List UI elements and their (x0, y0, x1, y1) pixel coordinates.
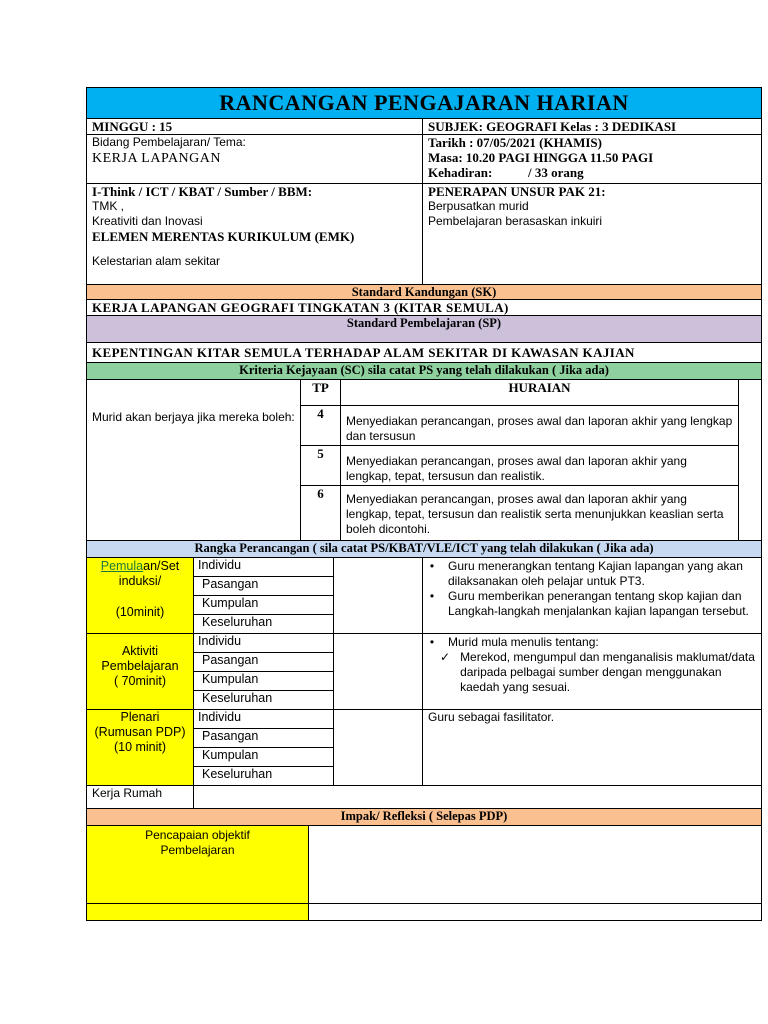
emk-value: Kelestarian alam sekitar (92, 254, 221, 268)
sc-header: Kriteria Kejayaan (SC) sila catat PS yang telah dilakukan ( Jika ada) (87, 363, 762, 380)
minggu-cell: MINGGU : 15 (87, 119, 423, 135)
check-text: Merekod, mengumpul dan menganalisis maklumat/data daripada pelbagai sumber dengan menggunakan kaedah yang sesuai. (460, 650, 755, 694)
method-individu: Individu (194, 710, 334, 729)
permulaan-label-rest: an/Set induksi/ (118, 559, 180, 588)
pak21-cell (423, 184, 762, 285)
lesson-plan-document (86, 87, 761, 921)
bullet-text: Murid mula menulis tentang: (448, 635, 599, 649)
pak21-label: PENERAPAN UNSUR PAK 21: (428, 184, 606, 199)
plenari-time: (10 minit) (113, 740, 167, 754)
method-pasangan: Pasangan (194, 729, 334, 748)
permulaan-label (87, 558, 194, 634)
kerja-rumah-value (194, 786, 762, 809)
bidang-label: Bidang Pembelajaran/ Tema: (92, 135, 246, 149)
list-item (428, 559, 756, 589)
aktiviti-label-cell (87, 634, 194, 710)
sc-tp: 5 (301, 446, 341, 486)
method-keseluruhan: Keseluruhan (194, 691, 334, 710)
plenari-content: Guru sebagai fasilitator. (423, 710, 762, 786)
bidang-cell (87, 135, 423, 184)
aktiviti-time: ( 70minit) (113, 674, 167, 688)
permulaan-link[interactable]: Pemula (100, 559, 144, 573)
sc-col-huraian: HURAIAN (341, 380, 739, 405)
kehadiran: Kehadiran: / 33 orang (428, 165, 584, 180)
plenari-methods (194, 710, 423, 786)
sc-intro: Murid akan berjaya jika mereka boleh: (92, 410, 295, 424)
method-kumpulan: Kumpulan (194, 596, 334, 615)
sc-table (300, 380, 739, 540)
ithink-cell (87, 184, 423, 285)
sc-col-tp: TP (301, 380, 341, 405)
sc-tp: 4 (301, 405, 341, 445)
bullet-icon: • (429, 589, 435, 603)
bullet-text: Guru memberikan penerangan tentang skop kajian dan Langkah-langkah menjalankan kajian lapangan tersebut. (448, 589, 749, 618)
aktiviti-content (423, 634, 762, 710)
method-keseluruhan: Keseluruhan (194, 615, 334, 634)
ithink-label: I-Think / ICT / KBAT / Sumber / BBM: (92, 184, 313, 199)
check-icon: ✓ (440, 650, 451, 664)
sc-huraian: Menyediakan perancangan, proses awal dan laporan akhir yang lengkap, tepat, tersusun dan realistik serta menunjukkan keaslian serta boleh dicontohi. (341, 486, 739, 540)
ithink-item: TMK , (92, 199, 124, 213)
sp-value: KEPENTINGAN KITAR SEMULA TERHADAP ALAM SEKITAR DI KAWASAN KAJIAN (87, 343, 762, 363)
sc-huraian: Menyediakan perancangan, proses awal dan laporan akhir yang lengkap dan tersusun (341, 405, 739, 445)
check-item (428, 650, 756, 695)
bidang-value: KERJA LAPANGAN (92, 151, 222, 166)
subjek-cell: SUBJEK: GEOGRAFI Kelas : 3 DEDIKASI (423, 119, 762, 135)
sp-header: Standard Pembelajaran (SP) (87, 316, 762, 343)
ithink-item: Kreativiti dan Inovasi (92, 214, 203, 228)
list-item (428, 589, 756, 619)
method-table (194, 558, 334, 633)
kerja-rumah-label: Kerja Rumah (87, 786, 194, 809)
permulaan-methods (194, 558, 423, 634)
method-pasangan: Pasangan (194, 577, 334, 596)
list-item (428, 635, 756, 650)
tarikh: Tarikh : 07/05/2021 (KHAMIS) (428, 135, 602, 150)
rangka-header: Rangka Perancangan ( sila catat PS/KBAT/VLE/ICT yang telah dilakukan ( Jika ada) (87, 541, 762, 558)
sk-value: KERJA LAPANGAN GEOGRAFI TINGKATAN 3 (KITAR SEMULA) (87, 300, 762, 316)
aktiviti-label: Aktiviti Pembelajaran (101, 644, 179, 673)
aktiviti-methods (194, 634, 423, 710)
bullet-icon: • (429, 559, 435, 573)
method-table (194, 710, 334, 785)
sk-header: Standard Kandungan (SK) (87, 285, 762, 300)
emk-label: ELEMEN MERENTAS KURIKULUM (EMK) (92, 229, 355, 244)
sc-section (87, 380, 762, 541)
masa: Masa: 10.20 PAGI HINGGA 11.50 PAGI (428, 150, 654, 165)
pencapaian-label: Pencapaian objektif Pembelajaran (87, 826, 309, 904)
method-individu: Individu (194, 558, 334, 577)
pencapaian-footer-right (309, 904, 762, 921)
pak21-item: Pembelajaran berasaskan inkuiri (428, 214, 603, 228)
method-keseluruhan: Keseluruhan (194, 767, 334, 786)
method-individu: Individu (194, 634, 334, 653)
impak-header: Impak/ Refleksi ( Selepas PDP) (87, 809, 762, 826)
page-title: RANCANGAN PENGAJARAN HARIAN (87, 88, 762, 119)
lesson-plan-table (86, 87, 762, 921)
plenari-sub: (Rumusan PDP) (94, 725, 186, 739)
sc-tp: 6 (301, 486, 341, 540)
permulaan-time: (10minit) (115, 605, 165, 619)
method-kumpulan: Kumpulan (194, 672, 334, 691)
bullet-icon: • (429, 635, 435, 649)
method-table (194, 634, 334, 709)
method-pasangan: Pasangan (194, 653, 334, 672)
sc-huraian: Menyediakan perancangan, proses awal dan laporan akhir yang lengkap, tepat, tersusun dan realistik. (341, 446, 739, 486)
method-kumpulan: Kumpulan (194, 748, 334, 767)
plenari-label: Plenari (120, 710, 160, 724)
pencapaian-footer-left (87, 904, 309, 921)
permulaan-content (423, 558, 762, 634)
pencapaian-value (309, 826, 762, 904)
schedule-cell (423, 135, 762, 184)
plenari-label-cell (87, 710, 194, 786)
bullet-text: Guru menerangkan tentang Kajian lapangan yang akan dilaksanakan oleh pelajar untuk PT3. (448, 559, 743, 588)
pak21-item: Berpusatkan murid (428, 199, 529, 213)
